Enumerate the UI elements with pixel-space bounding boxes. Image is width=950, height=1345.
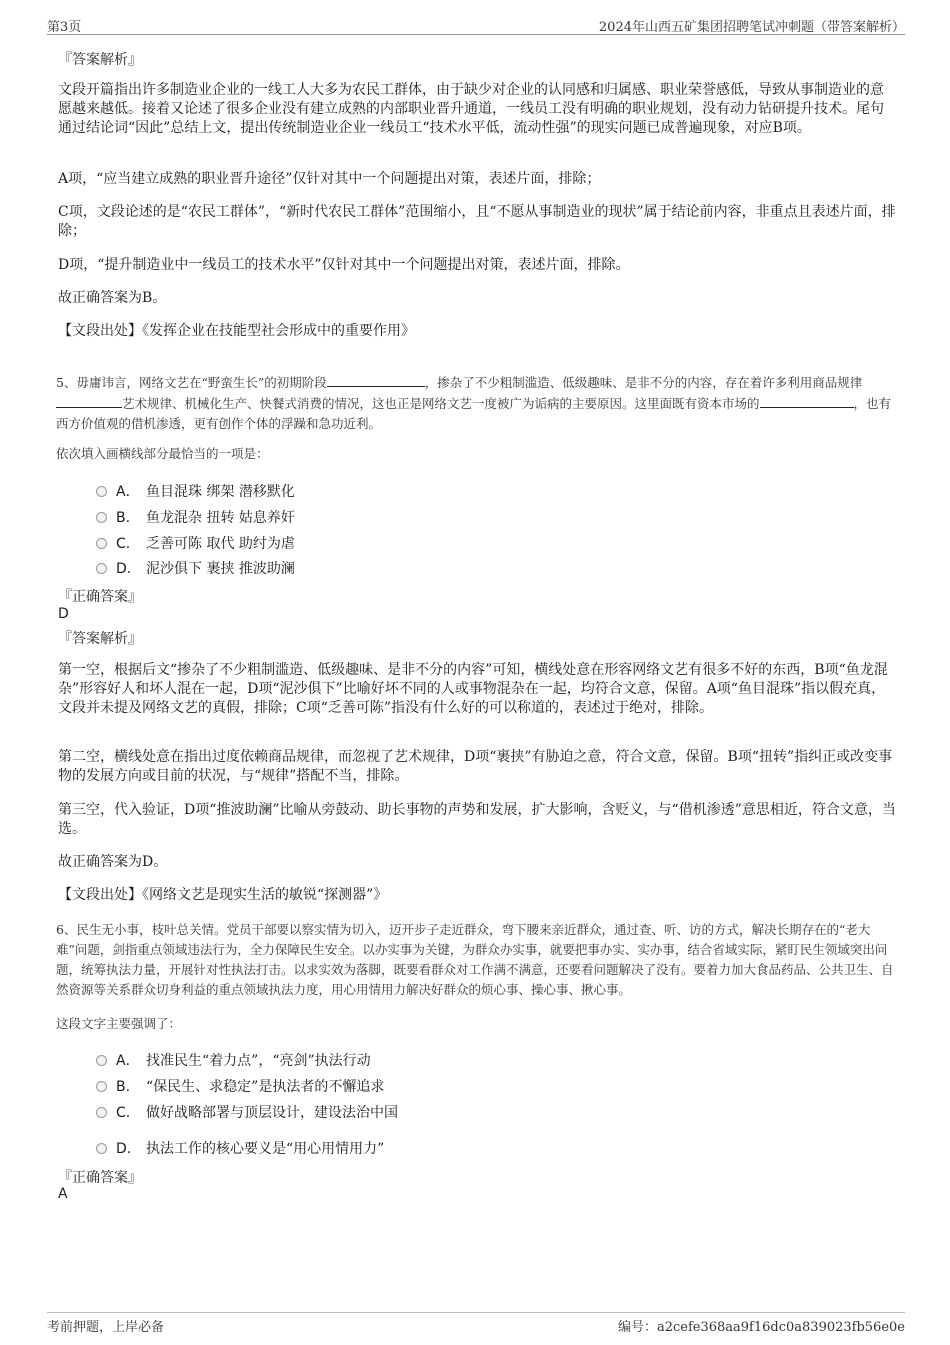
radio-icon[interactable] (96, 1143, 107, 1154)
analysis-paragraph: 文段开篇指出许多制造业企业的一线工人大多为农民工群体，由于缺少对企业的认同感和归属感、职业荣誉感低，导致从事制造业的意愿越来越低。接着又论述了很多企业没有建立成熟的内部职业晋升通道，一线员工没有明确的职业规划，没有动力钻研提升技术。尾句通过结论词“因此”总结上文，提出传统制造业企业一线员工“技术水平低，流动性强”的现实问题已成普遍现象，对应B项。 (58, 82, 884, 136)
fill-blank (327, 372, 425, 387)
option-d[interactable]: D. 泥沙俱下 裹挟 推波助澜 (96, 558, 295, 578)
source-citation: 【文段出处】《发挥企业在技能型社会形成中的重要作用》 (58, 323, 415, 339)
document-title: 2024年山西五矿集团招聘笔试冲刺题（带答案解析） (598, 20, 905, 35)
document-serial: 编号：a2cefe368aa9f16dc0a839023fb56e0e (617, 1320, 905, 1335)
analysis-paragraph: A项，“应当建立成熟的职业晋升途径”仅针对其中一个问题提出对策，表述片面，排除； (58, 171, 601, 187)
correct-answer-heading: 『正确答案』 (58, 1170, 142, 1186)
option-b[interactable]: B. 鱼龙混杂 扭转 姑息养奸 (96, 507, 295, 527)
option-a[interactable]: A． 找准民生“着力点”，“亮剑”执法行动 (96, 1050, 371, 1070)
analysis-paragraph: 第二空，横线处意在指出过度依赖商品规律，而忽视了艺术规律，D项“裹挟”有胁迫之意，符合文意，保留。B项“扭转”指纠正或改变事物的发展方向或目前的状况，与“规律”搭配不当，排除。 (58, 749, 893, 784)
page-footer (47, 1312, 905, 1337)
correct-answer: D (58, 606, 69, 622)
question-stem: 6、民生无小事，枝叶总关情。党员干部要以察实情为切入，迈开步子走近群众，弯下腰来亲近群众，通过查、听、访的方式，解决长期存在的“老大难”问题，剑指重点领域违法行为，全力保障民生安全。以办实事为关键，为群众办实事，就要把事办实、实办事，结合省域实际，紧盯民生领域突出问题，统筹执法力量，开展针对性执法打击。以求实效为落脚，既要看群众对工作满不满意，还要看问题解决了没有。要着力加大食品药品、公共卫生、自然资源等关系群众切身利益的重点领域执法力度，用心用情用力解决好群众的烦心事、操心事、揪心事。 (56, 922, 894, 997)
question-prompt: 这段文字主要强调了： (56, 1016, 182, 1031)
answer-conclusion: 故正确答案为D。 (58, 854, 168, 870)
analysis-paragraph: 第一空，根据后文“掺杂了不少粗制滥造、低级趣味、是非不分的内容”可知，横线处意在形容网络文艺有很多不好的东西，B项“鱼龙混杂”形容好人和坏人混在一起，D项“泥沙俱下”比喻好坏不同的人或事物混杂在一起，均符合文意，保留。A项“鱼目混珠”指以假充真，文段并未提及网络文艺的真假，排除；C项“乏善可陈”指没有什么好的可以称道的，表述过于绝对，排除。 (58, 662, 888, 716)
analysis-heading: 『答案解析』 (58, 52, 142, 68)
option-c[interactable]: C. 做好战略部署与顶层设计，建设法治中国 (96, 1102, 398, 1122)
answer-conclusion: 故正确答案为B。 (58, 290, 167, 306)
option-b[interactable]: B. “保民生、求稳定”是执法者的不懈追求 (96, 1076, 384, 1096)
analysis-paragraph: D项，“提升制造业中一线员工的技术水平”仅针对其中一个问题提出对策，表述片面，排除。 (58, 257, 630, 273)
page-number: 第3页 (47, 20, 82, 35)
fill-blank (56, 393, 122, 408)
question-stem: 5、毋庸讳言，网络文艺在“野蛮生长”的初期阶段 ，掺杂了不少粗制滥造、低级趣味、是非不分的内容，存在着许多利用商品规律艺术规律、机械化生产、快餐式消费的情况，这也正是网络文艺一度被广为诟病的主要原因。这里面既有资本市场的 ，也有西方价值观的借机渗透，更有创作个体的浮躁和急功近利。 (56, 372, 898, 434)
analysis-heading: 『答案解析』 (58, 631, 142, 647)
fill-blank (760, 393, 854, 408)
radio-icon[interactable] (96, 1055, 107, 1066)
radio-icon[interactable] (96, 1107, 107, 1118)
footer-slogan: 考前押题，上岸必备 (47, 1320, 165, 1335)
radio-icon[interactable] (96, 563, 107, 574)
source-citation: 【文段出处】《网络文艺是现实生活的敏锐“探测器”》 (58, 887, 388, 903)
analysis-paragraph: C项，文段论述的是“农民工群体”，“新时代农民工群体”范围缩小，且“不愿从事制造业的现状”属于结论前内容，非重点且表述片面，排除； (58, 204, 896, 239)
option-c[interactable]: C. 乏善可陈 取代 助纣为虐 (96, 533, 295, 553)
option-d[interactable]: D. 执法工作的核心要义是“用心用情用力” (96, 1138, 384, 1158)
correct-answer: A (58, 1186, 68, 1202)
radio-icon[interactable] (96, 1081, 107, 1092)
question-prompt: 依次填入画横线部分最恰当的一项是： (56, 446, 269, 461)
correct-answer-heading: 『正确答案』 (58, 589, 142, 605)
page-header (47, 14, 905, 35)
radio-icon[interactable] (96, 538, 107, 549)
option-a[interactable]: A． 鱼目混珠 绑架 潜移默化 (96, 481, 295, 501)
radio-icon[interactable] (96, 486, 107, 497)
radio-icon[interactable] (96, 512, 107, 523)
analysis-paragraph: 第三空，代入验证，D项“推波助澜”比喻从旁鼓动、助长事物的声势和发展，扩大影响，含贬义，与“借机渗透”意思相近，符合文意，当选。 (58, 802, 896, 837)
